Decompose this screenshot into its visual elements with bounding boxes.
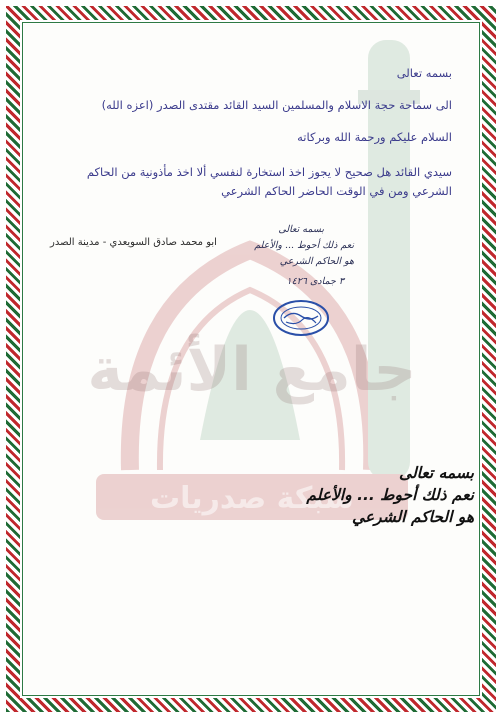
- reply-authority: هو الحاكم الشرعي: [351, 508, 474, 526]
- handwritten-date: ٣ جمادى ١٤٢٦: [286, 276, 344, 287]
- letter-addressee: الى سماحة حجة الاسلام والمسلمين السيد القائد مقتدى الصدر (اعزه الله): [101, 98, 452, 112]
- reply-basmala: بسمه تعالى: [399, 464, 474, 482]
- watermark-banner-text: شبكة صدريات: [149, 481, 355, 516]
- handwritten-line1: بسمه تعالى: [278, 224, 324, 235]
- letter-question-line1: سيدي القائد هل صحيح لا يجوز اخذ استخارة لنفسي ألا اخذ مأذونية من الحاكم: [86, 165, 452, 179]
- handwritten-line2: نعم ذلك أحوط ... والأعلم: [254, 240, 354, 251]
- reply-answer: نعم ذلك أحوط ... والأعلم: [306, 486, 474, 504]
- watermark-logo-text: جامع الأئمة: [87, 335, 417, 405]
- letter-question-line2: الشرعي ومن في الوقت الحاضر الحاكم الشرعي: [221, 184, 452, 198]
- letter-page: [24, 24, 478, 694]
- handwritten-line3: هو الحاكم الشرعي: [279, 256, 354, 267]
- letter-basmala: بسمه تعالى: [396, 66, 452, 80]
- letter-sender: ابو محمد صادق السويعدي - مدينة الصدر: [50, 237, 217, 248]
- letter-greeting: السلام عليكم ورحمة الله وبركاته: [297, 130, 452, 144]
- office-stamp: [272, 298, 330, 338]
